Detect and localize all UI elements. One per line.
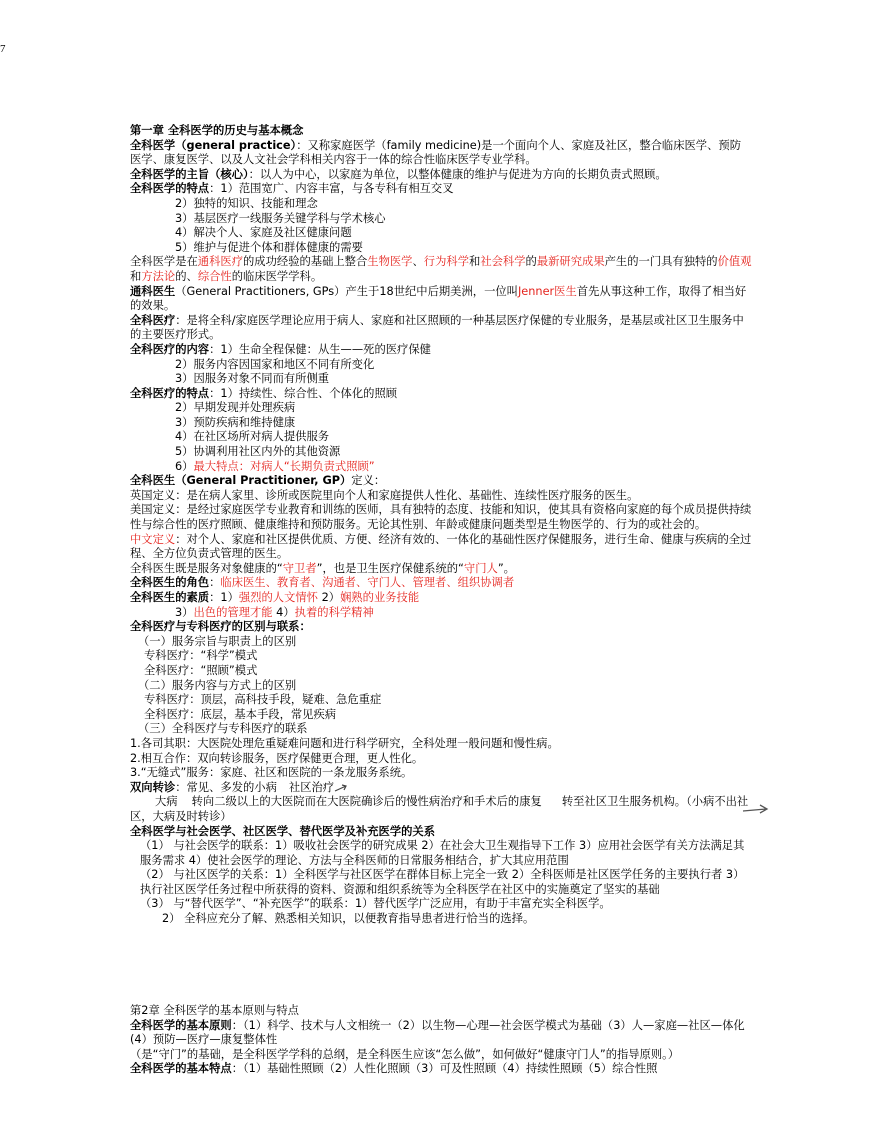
two-way-referral: 双向转诊：常见、多发的小病 社区治疗 xyxy=(130,781,752,796)
chapter-1-title: 第一章 全科医学的历史与基本概念 xyxy=(130,124,304,137)
difference-title: 全科医疗与专科医疗的区别与联系： xyxy=(130,620,311,634)
list-item: 2.相互合作：双向转诊服务，医疗保健更合理，更人性化。 xyxy=(130,751,424,765)
chapter-1-section xyxy=(130,124,752,927)
chapter-2-title: 第2章 全科医学的基本原则与特点 xyxy=(130,1004,299,1017)
list-item: 3.“无缝式”服务：家庭、社区和医院的一条龙服务系统。 xyxy=(130,766,413,780)
guard-statement: 全科医生既是服务对象健康的“守卫者”，也是卫生医疗保健系统的“守门人”。 xyxy=(130,561,515,575)
principles-note: （是“守门”的基础，是全科医学学科的总纲，是全科医生应该“怎么做”，如何做好“健康守门人”的指导原则。） xyxy=(130,1047,680,1061)
list-item: 1.各司其职：大医院处理危重疑难问题和进行科学研究，全科处理一般问题和慢性病。 xyxy=(130,736,559,750)
list-item: 5）维护与促进个体和群体健康的需要 xyxy=(175,240,363,254)
relationship-social: （1） 与社会医学的联系：1）吸收社会医学的研究成果 2）在社会大卫生观指导下工作 3）应用社会医学有关方法满足其服务需求 4）使社会医学的理论、方法与全科医师的日常服务相结合，扩大其应用范围 xyxy=(140,839,745,867)
relationship-alternative: （3） 与“替代医学”、“补充医学”的联系：1）替代医学广泛应用，有助于丰富充实全科医学。 xyxy=(140,897,611,911)
us-definition: 美国定义：是经过家庭医学专业教育和训练的医师，具有独特的态度、技能和知识，使其具有资格向家庭的每个成员提供持续性与综合性的医疗照顾、健康维持和预防服务。无论其性别、年龄或健康问题类型是生物医学的、行为的或社会的。 xyxy=(130,503,752,532)
list-item: 2）早期发现并处理疾病 xyxy=(175,401,296,415)
page-number: 7 xyxy=(0,43,6,55)
list-item: 专科医疗：“科学”模式 xyxy=(144,649,258,663)
list-item: 4）在社区场所对病人提供服务 xyxy=(175,430,330,444)
gp-roles: 全科医生的角色：临床医生、教育者、沟通者、守门人、管理者、组织协调者 xyxy=(130,576,515,590)
gp-qualities: 全科医生的素质：1）强烈的人文情怀 2）娴熟的业务技能 xyxy=(130,591,420,604)
gp-summary: 全科医学是在通科医疗的成功经验的基础上整合生物医学、行为科学和社会科学的最新研究成果产生的一门具有独特的价值观和方法论的、综合性的临床医学学科。 xyxy=(130,255,752,283)
list-item: 5）协调利用社区内外的其他资源 xyxy=(175,445,341,459)
list-item: （三）全科医疗与专科医疗的联系 xyxy=(138,722,308,736)
list-item: （一）服务宗旨与职责上的区别 xyxy=(138,634,297,648)
list-item: 3）基层医疗一线服务关键学科与学术核心 xyxy=(175,211,386,225)
list-item: （二）服务内容与方式上的区别 xyxy=(138,678,297,692)
list-item: 全科医疗：“照顾”模式 xyxy=(144,663,258,677)
relationship-title: 全科医学与社会医学、社区医学、替代医学及补充医学的关系 xyxy=(130,824,436,838)
gp-qualities-cont: 3）出色的管理才能 4）执着的科学精神 xyxy=(175,605,374,619)
general-practice-care: 全科医疗：是将全科/家庭医学理论应用于病人、家庭和社区照顾的一种基层医疗保健的专业服务，是基层或社区卫生服务中的主要医疗形式。 xyxy=(130,313,744,342)
gp-definition: 全科医学（general practice）：又称家庭医学（family medicine)是一个面向个人、家庭及社区，整合临床医学、预防医学、康复医学、以及人文社会学科相关内容于一体的综合性临床医学专业学科。 xyxy=(130,138,741,167)
care-content: 全科医疗的内容：1）生命全程保健：从生——死的医疗保健 xyxy=(130,342,431,356)
chapter-2-section xyxy=(130,1004,752,1077)
relationship-alternative-cont: 2） 全科应充分了解、熟悉相关知识，以便教育指导患者进行恰当的选择。 xyxy=(162,912,535,926)
list-item: 3）预防疾病和维持健康 xyxy=(175,415,296,429)
principles: 全科医学的基本原则：（1）科学、技术与人文相统一（2）以生物—心理—社会医学模式为基础（3）人—家庭—社区—体化 (4）预防—医疗—康复整体性 xyxy=(130,1018,745,1047)
list-item: 6）最大特点：对病人“长期负责式照顾” xyxy=(175,459,375,473)
arrow-icon xyxy=(334,783,348,793)
long-arrow-icon xyxy=(742,804,770,816)
general-practitioners: 通科医生（General Practitioners, GPs）产生于18世纪中后期美洲，一位叫Jenner医生首先从事这种工作，取得了相当好的效果。 xyxy=(130,284,747,313)
list-item: 3）因服务对象不同而有所侧重 xyxy=(175,372,330,386)
list-item: 专科医疗：顶层，高科技手段，疑难、急危重症 xyxy=(144,693,382,707)
list-item: 4）解决个人、家庭及社区健康问题 xyxy=(175,226,352,240)
care-features: 全科医疗的特点：1）持续性、综合性、个体化的照顾 xyxy=(130,386,398,400)
gp-features: 全科医学的特点：1）范围宽广、内容丰富，与各专科有相互交叉 xyxy=(130,182,454,196)
uk-definition: 英国定义：是在病人家里、诊所或医院里向个人和家庭提供人性化、基础性、连续性医疗服务的医生。 xyxy=(130,488,639,502)
relationship-community: （2） 与社区医学的关系：1）全科医学与社区医学在群体目标上完全一致 2）全科医师是社区医学任务的主要执行者 3）执行社区医学任务过程中所获得的资料、资源和组织系统等为全科医学在社区中的实施奠定了坚实的基础 xyxy=(140,868,745,896)
list-item: 全科医疗：底层，基本手段，常见疾病 xyxy=(144,707,337,721)
basic-features: 全科医学的基本特点：（1）基础性照顾（2）人性化照顾（3）可及性照顾（4）持续性照顾（5）综合性照 xyxy=(130,1062,658,1076)
cn-definition: 中文定义：对个人、家庭和社区提供优质、方便、经济有效的、一体化的基础性医疗保健服务，进行生命、健康与疾病的全过程、全方位负责式管理的医生。 xyxy=(130,532,752,561)
gp-doctor-definition-heading: 全科医生（General Practitioner, GP）定义： xyxy=(130,474,386,488)
list-item: 2）独特的知识、技能和理念 xyxy=(175,196,318,210)
gp-aim: 全科医学的主旨（核心）：以人为中心，以家庭为单位，以整体健康的维护与促进为方向的长期负责式照顾。 xyxy=(130,167,667,181)
two-way-referral-cont: 大病 转向二级以上的大医院而在大医院确诊后的慢性病治疗和手术后的康复 转至社区卫生服务机构。（小病不出社区，大病及时转诊） xyxy=(130,795,749,823)
list-item: 2）服务内容因国家和地区不同有所变化 xyxy=(175,357,375,371)
